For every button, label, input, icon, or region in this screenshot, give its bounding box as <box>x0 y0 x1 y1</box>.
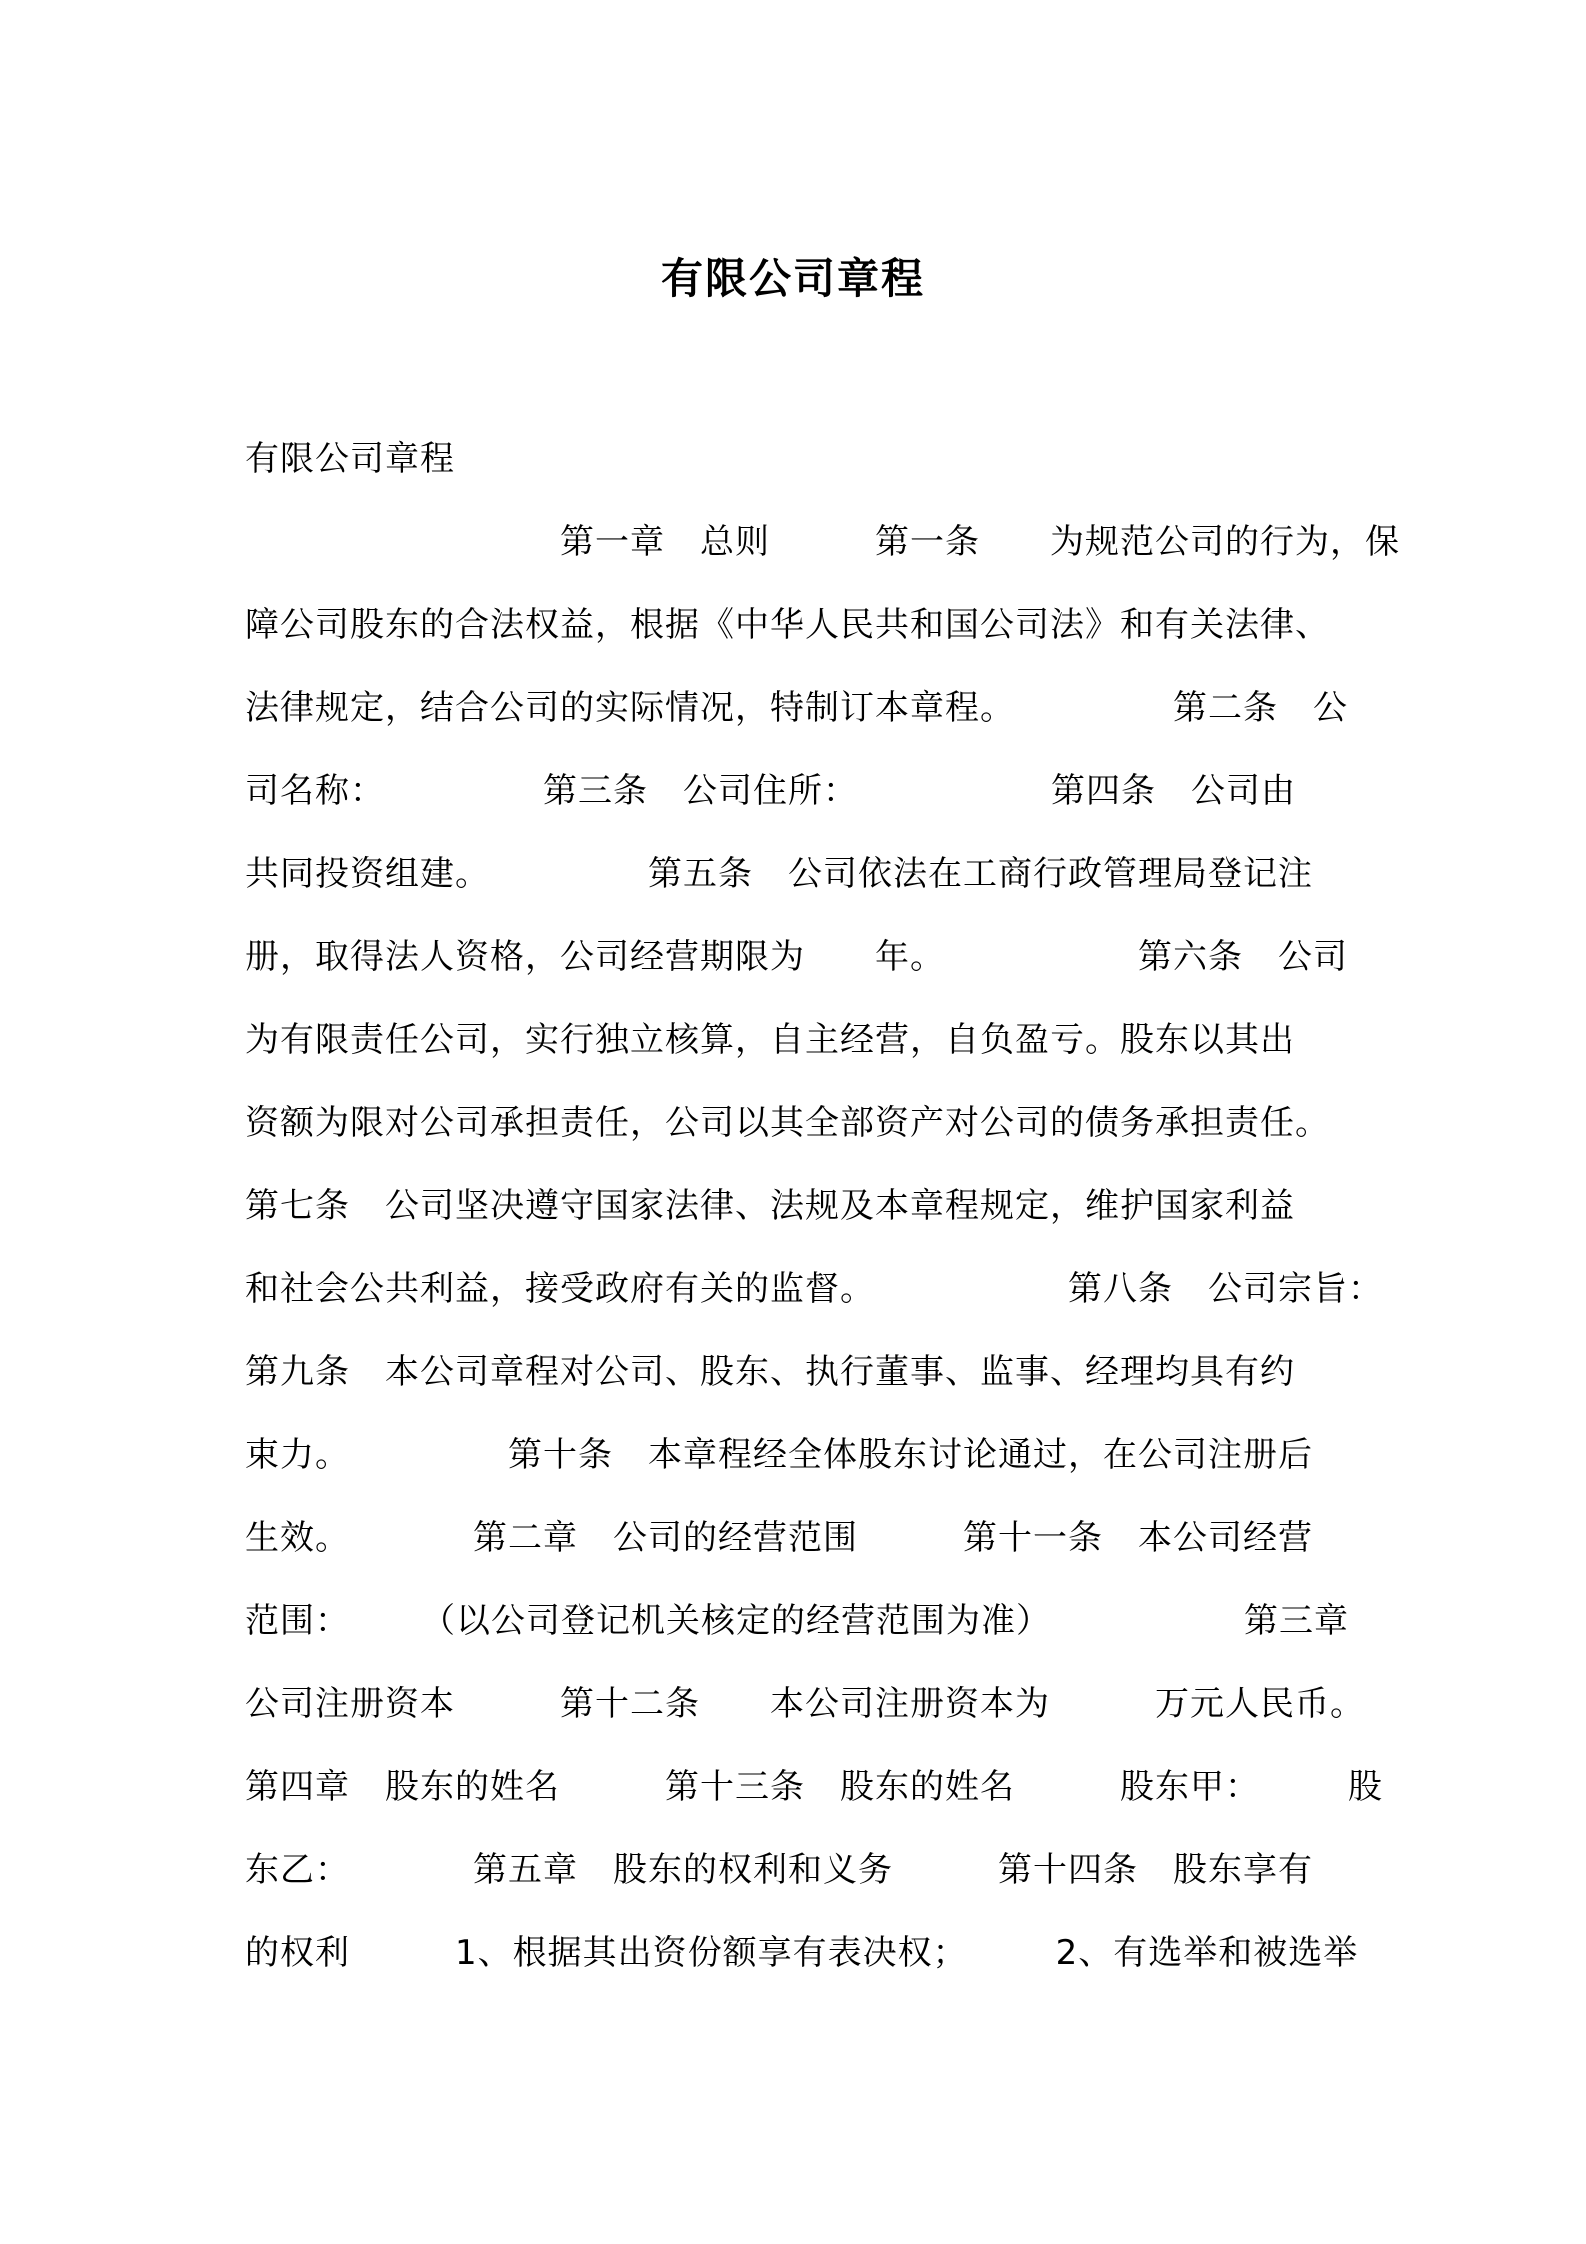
text-line: 束力。 第十条 本章程经全体股东讨论通过，在公司注册后 <box>245 1435 1313 1475</box>
text-line: 第七条 公司坚决遵守国家法律、法规及本章程规定，维护国家利益 <box>245 1186 1295 1226</box>
text-line: 为有限责任公司，实行独立核算，自主经营，自负盈亏。股东以其出 <box>245 1020 1295 1060</box>
text-line: 生效。 第二章 公司的经营范围 第十一条 本公司经营 <box>245 1518 1313 1558</box>
text-line: 公司注册资本 第十二条 本公司注册资本为 万元人民币。 <box>245 1684 1365 1724</box>
text-line: 的权利 1、根据其出资份额享有表决权； 2、有选举和被选举 <box>245 1933 1359 1973</box>
text-line: 范围： （以公司登记机关核定的经营范围为准） 第三章 <box>245 1601 1349 1641</box>
text-line: 障公司股东的合法权益，根据《中华人民共和国公司法》和有关法律、 <box>245 605 1330 645</box>
document-subtitle: 有限公司章程 <box>245 439 455 479</box>
text-line: 第九条 本公司章程对公司、股东、执行董事、监事、经理均具有约 <box>245 1352 1295 1392</box>
text-line: 册，取得法人资格，公司经营期限为 年。 第六条 公司 <box>245 937 1348 977</box>
text-line: 第一章 总则 第一条 为规范公司的行为，保 <box>245 522 1400 562</box>
text-line: 资额为限对公司承担责任，公司以其全部资产对公司的债务承担责任。 <box>245 1103 1330 1143</box>
text-line: 和社会公共利益，接受政府有关的监督。 第八条 公司宗旨： <box>245 1269 1383 1309</box>
document-body <box>245 418 1445 1995</box>
text-line: 第四章 股东的姓名 第十三条 股东的姓名 股东甲： 股 <box>245 1767 1383 1807</box>
text-line: 东乙： 第五章 股东的权利和义务 第十四条 股东享有 <box>245 1850 1313 1890</box>
text-line: 司名称： 第三条 公司住所： 第四条 公司由 <box>245 771 1296 811</box>
text-line: 法律规定，结合公司的实际情况，特制订本章程。 第二条 公 <box>245 688 1348 728</box>
text-line: 共同投资组建。 第五条 公司依法在工商行政管理局登记注 <box>245 854 1313 894</box>
document-title: 有限公司章程 <box>660 254 925 304</box>
